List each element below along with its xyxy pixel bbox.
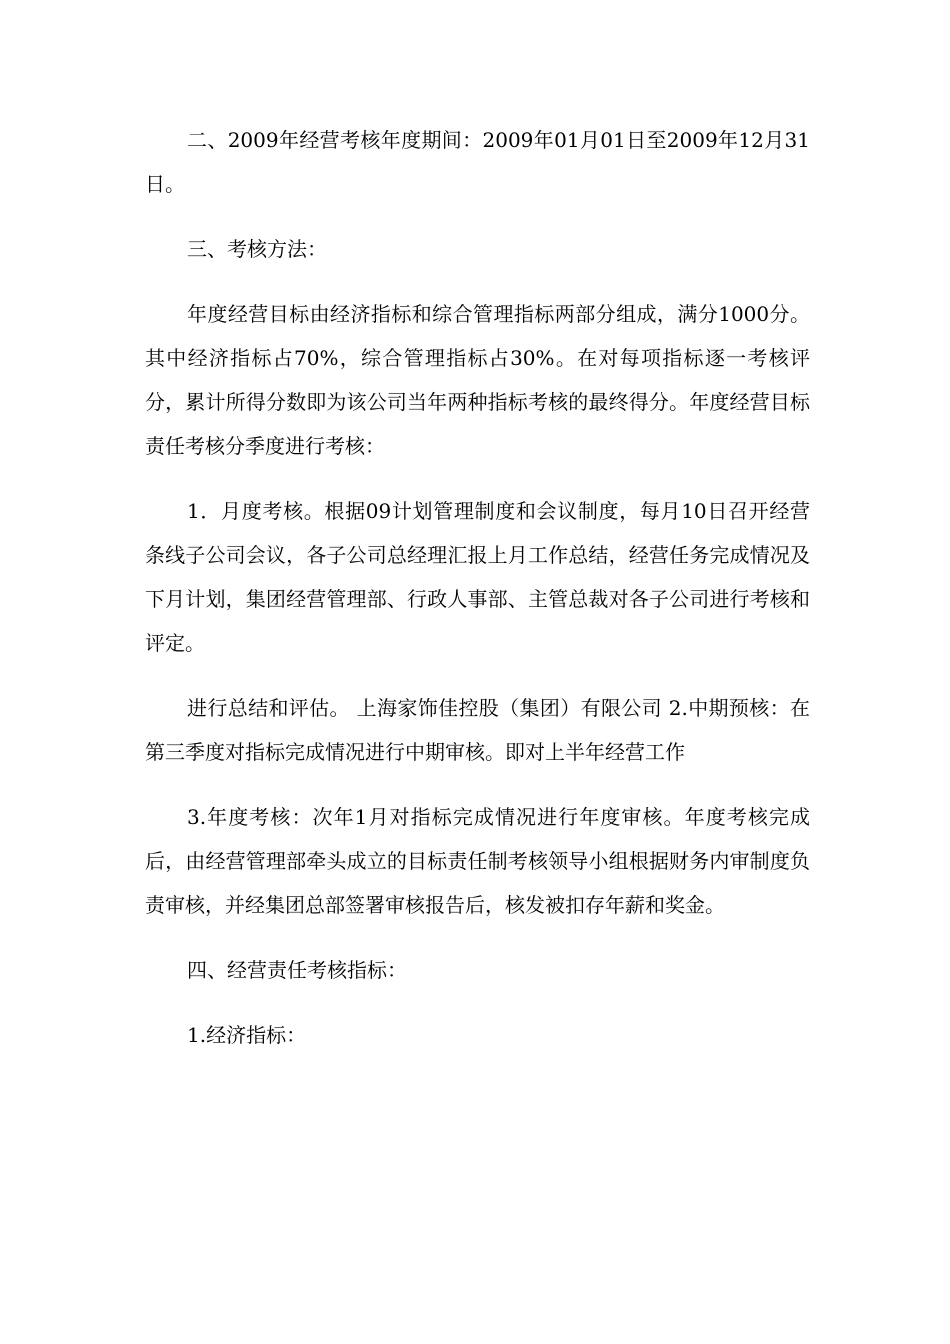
paragraph-monthly-assessment: 1．月度考核。根据09计划管理制度和会议制度，每月10日召开经营条线子公司会议，各子公司总经理汇报上月工作总结，经营任务完成情况及下月计划，集团经营管理部、行政人事部、主管总裁对各子公司进行考核和评定。 bbox=[145, 499, 810, 655]
heading-economic-indicators: 1.经济指标： bbox=[187, 1023, 307, 1047]
heading-responsibility-indicators: 四、经营责任考核指标： bbox=[187, 958, 407, 982]
paragraph-annual-assessment: 3.年度考核：次年1月对指标完成情况进行年度审核。年度考核完成后，由经营管理部牵头成立的目标责任制考核领导小组根据财务内审制度负责审核，并经集团总部签署审核报告后，核发被扣存年薪和奖金。 bbox=[145, 805, 810, 917]
document-body bbox=[145, 118, 810, 1057]
paragraph-annual-targets: 年度经营目标由经济指标和综合管理指标两部分组成，满分1000分。其中经济指标占70%，综合管理指标占30%。在对每项指标逐一考核评分，累计所得分数即为该公司当年两种指标考核的最终得分。年度经营目标责任考核分季度进行考核： bbox=[145, 302, 810, 458]
paragraph-midterm-review: 进行总结和评估。 上海家饰佳控股（集团）有限公司 2.中期预核：在第三季度对指标完成情况进行中期审核。即对上半年经营工作 bbox=[145, 696, 810, 764]
heading-assessment-method: 三、考核方法： bbox=[187, 237, 327, 261]
paragraph-assessment-period: 二、2009年经营考核年度期间：2009年01月01日至2009年12月31日。 bbox=[145, 128, 810, 196]
